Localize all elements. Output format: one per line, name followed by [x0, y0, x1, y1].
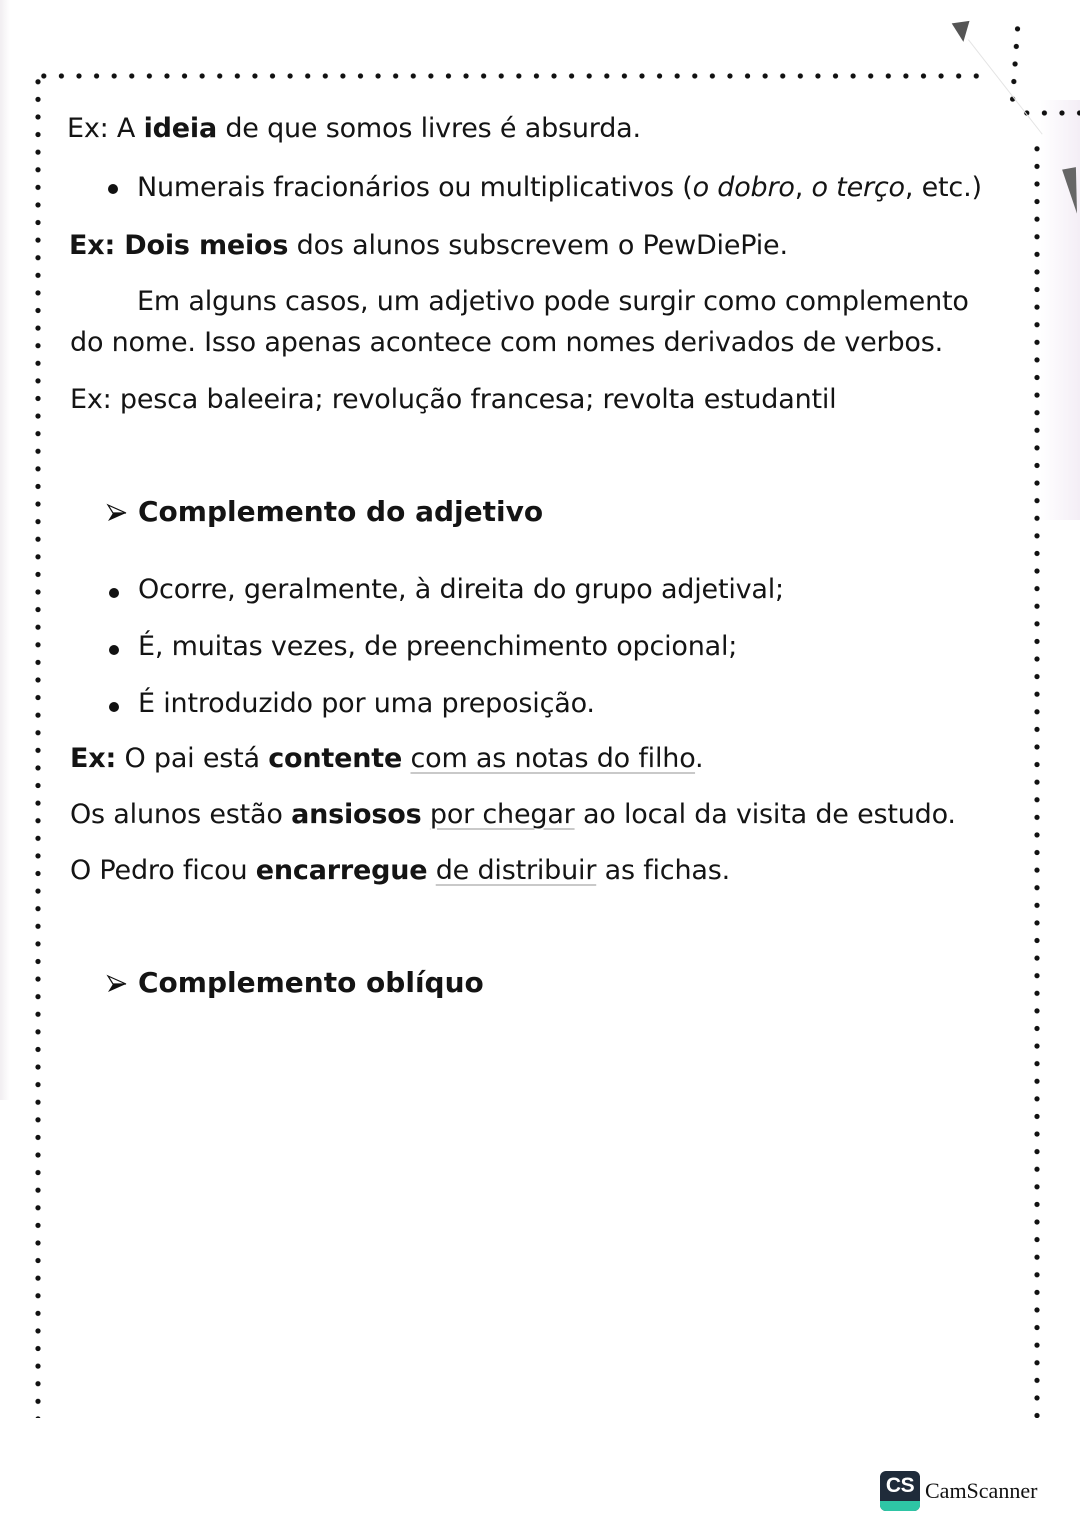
camscanner-watermark: [880, 1471, 1037, 1511]
page-edge-shadow-left: [0, 0, 10, 1100]
example-label: Ex:: [70, 384, 112, 415]
page-edge-shadow-right: [1040, 100, 1080, 520]
highlighted-adjective: contente: [268, 743, 403, 774]
dotted-border-top: [35, 73, 985, 79]
camscanner-name: CamScanner: [925, 1478, 1038, 1503]
example-pesca: Ex: pesca baleeira; revolução francesa; revolta estudantil: [70, 384, 837, 415]
bullet-item: Ocorre, geralmente, à direita do grupo adjetival;: [138, 574, 784, 605]
dotted-border-fold-vertical: [1009, 20, 1021, 110]
dotted-border-left: [35, 73, 41, 1418]
bullet-icon: [109, 645, 119, 655]
example-label: Ex:: [70, 743, 117, 774]
paragraph-line-2: do nome. Isso apenas acontece com nomes derivados de verbos.: [70, 327, 943, 358]
highlighted-numeral: Dois meios: [115, 230, 289, 261]
bullet-icon: [109, 702, 119, 712]
example-dois-meios: Ex: Dois meios dos alunos subscrevem o PewDiePie.: [69, 230, 788, 261]
highlighted-noun: ideia: [143, 113, 217, 144]
highlighted-adjective: encarregue: [255, 855, 428, 886]
highlighted-adjective: ansiosos: [291, 799, 422, 830]
section-heading-complemento-adjetivo: Complemento do adjetivo: [106, 494, 543, 530]
example-ansiosos: Os alunos estão ansiosos por chegar ao local da visita de estudo.: [70, 799, 956, 830]
section-heading-complemento-obliquo: Complemento oblíquo: [106, 965, 484, 1001]
page-fold-shard-top: [952, 21, 973, 43]
page-fold-crease: [968, 39, 1043, 134]
bullet-numerais: Numerais fracionários ou multiplicativos (o dobro, o terço, etc.): [137, 172, 982, 203]
paragraph-line-1: Em alguns casos, um adjetivo pode surgir como complemento: [137, 286, 969, 317]
example-label: Ex:: [69, 230, 116, 261]
bullet-icon: [108, 184, 118, 194]
bullet-item: É, muitas vezes, de preenchimento opcional;: [138, 631, 738, 662]
example-encarregue: O Pedro ficou encarregue de distribuir as fichas.: [70, 855, 730, 886]
arrowhead-bullet-icon: [106, 503, 128, 523]
camscanner-logo-icon: CS: [880, 1471, 920, 1511]
example-label: Ex:: [67, 113, 109, 144]
bullet-icon: [109, 588, 119, 598]
bullet-item: É introduzido por uma preposição.: [138, 688, 595, 719]
example-ideia: Ex: A ideia de que somos livres é absurda.: [67, 113, 641, 144]
underlined-complement: por chegar: [429, 799, 575, 830]
underlined-complement: de distribuir: [435, 855, 597, 886]
underlined-complement: com as notas do filho: [410, 743, 696, 774]
example-contente: Ex: O pai está contente com as notas do filho.: [70, 743, 704, 774]
dotted-border-right: [1034, 140, 1040, 1418]
arrowhead-bullet-icon: [106, 974, 128, 994]
